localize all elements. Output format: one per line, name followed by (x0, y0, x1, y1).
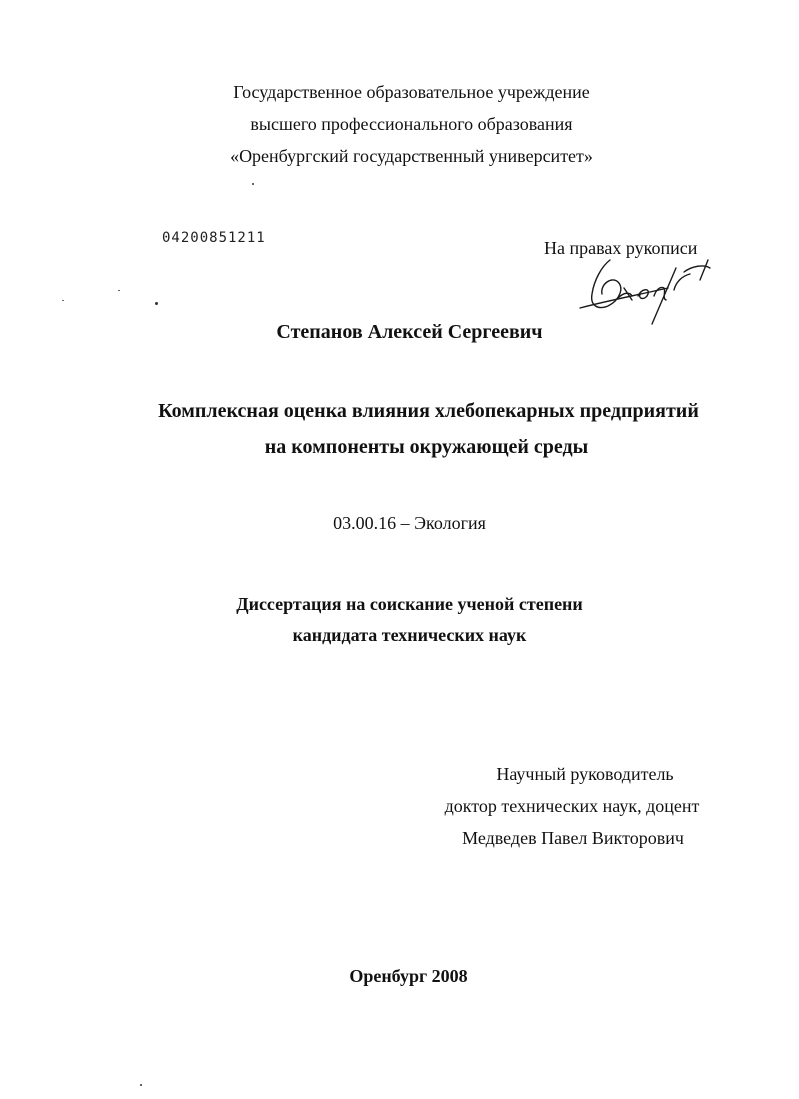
archive-code: 04200851211 (162, 230, 266, 246)
degree-line-2: кандидата технических наук (292, 625, 527, 645)
scan-speck (118, 290, 120, 291)
rights-notice: На правах рукописи (544, 238, 698, 258)
scan-speck (252, 183, 254, 185)
specialty-code: 03.00.16 – Экология (333, 513, 486, 533)
dissertation-title-line-2: на компоненты окружающей среды (264, 436, 589, 458)
institution-line-2: высшего профессионального образования (250, 114, 573, 134)
advisor-degree: доктор технических наук, доцент (444, 796, 700, 816)
handwritten-signature (572, 248, 722, 328)
scan-speck (155, 302, 158, 305)
institution-line-3: «Оренбургский государственный университет» (230, 146, 593, 166)
scan-speck (62, 300, 64, 301)
degree-line-1: Диссертация на соискание ученой степени (236, 594, 583, 614)
advisor-role: Научный руководитель (496, 764, 674, 784)
scan-speck (140, 1084, 142, 1086)
dissertation-title-line-1: Комплексная оценка влияния хлебопекарных предприятий (158, 400, 699, 422)
city-year: Оренбург 2008 (349, 966, 468, 986)
institution-line-1: Государственное образовательное учреждение (233, 82, 590, 102)
advisor-name: Медведев Павел Викторович (462, 828, 684, 848)
author-name: Степанов Алексей Сергеевич (276, 321, 543, 343)
